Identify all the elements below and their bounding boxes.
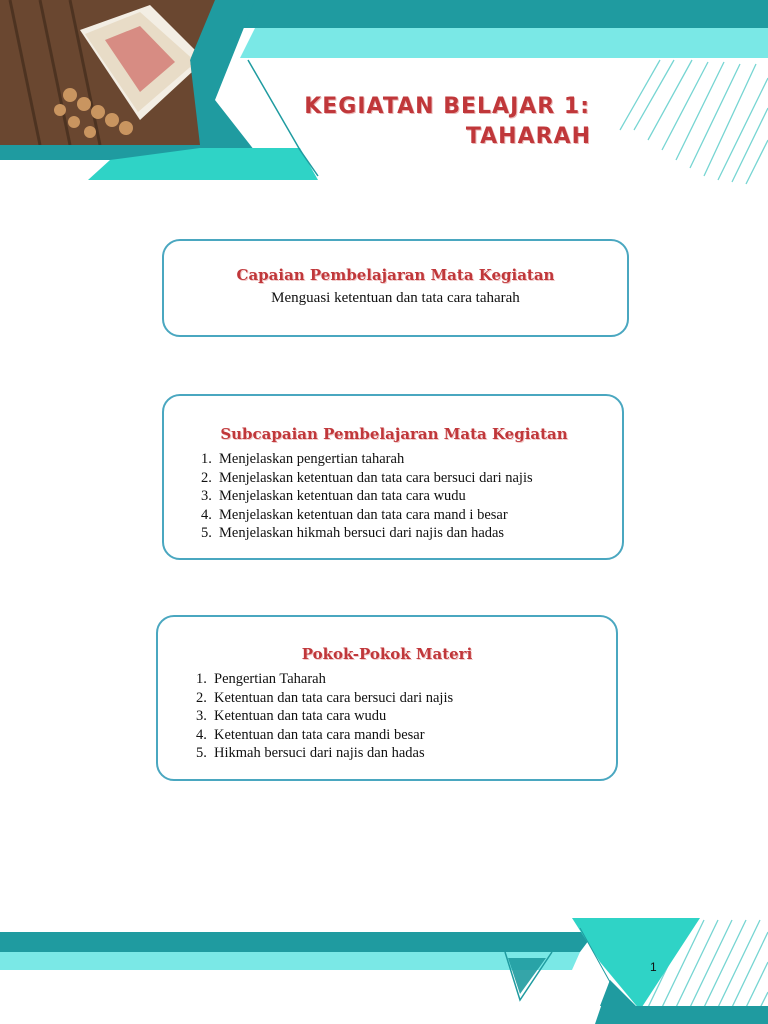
- capaian-text: Menguasi ketentuan dan tata cara taharah: [271, 290, 520, 306]
- list-item: 4. Ketentuan dan tata cara mandi besar: [196, 726, 425, 743]
- quran-image: [0, 0, 215, 145]
- capaian-title: Capaian Pembelajaran Mata Kegiatan: [236, 266, 555, 284]
- pokok-title: Pokok-Pokok Materi: [301, 645, 473, 663]
- list-item: 1. Pengertian Taharah: [196, 671, 326, 687]
- subcapaian-list: [201, 450, 622, 543]
- capaian-box: [162, 239, 629, 337]
- list-item: 3. Ketentuan dan tata cara wudu: [196, 708, 387, 724]
- list-item: 3. Menjelaskan ketentuan dan tata cara wudu: [201, 488, 466, 504]
- chapter-title: [304, 92, 590, 152]
- chapter-title-line1: KEGIATAN BELAJAR 1:: [304, 94, 590, 119]
- list-item: 5. Menjelaskan hikmah bersuci dari najis dan hadas: [201, 525, 505, 541]
- list-item: 2. Ketentuan dan tata cara bersuci dari najis: [196, 689, 454, 706]
- pokok-list: [196, 670, 616, 763]
- subcapaian-box: [162, 394, 624, 560]
- list-item: 5. Hikmah bersuci dari najis dan hadas: [196, 745, 425, 761]
- subcapaian-title: Subcapaian Pembelajaran Mata Kegiatan: [220, 425, 568, 443]
- page-number: 1: [650, 960, 657, 974]
- list-item: 1. Menjelaskan pengertian taharah: [201, 451, 405, 467]
- chapter-title-line2: TAHARAH: [465, 124, 591, 149]
- pokok-box: [156, 615, 618, 781]
- list-item: 2. Menjelaskan ketentuan dan tata cara bersuci dari najis: [201, 469, 533, 486]
- list-item: 4. Menjelaskan ketentuan dan tata cara mand i besar: [201, 506, 508, 523]
